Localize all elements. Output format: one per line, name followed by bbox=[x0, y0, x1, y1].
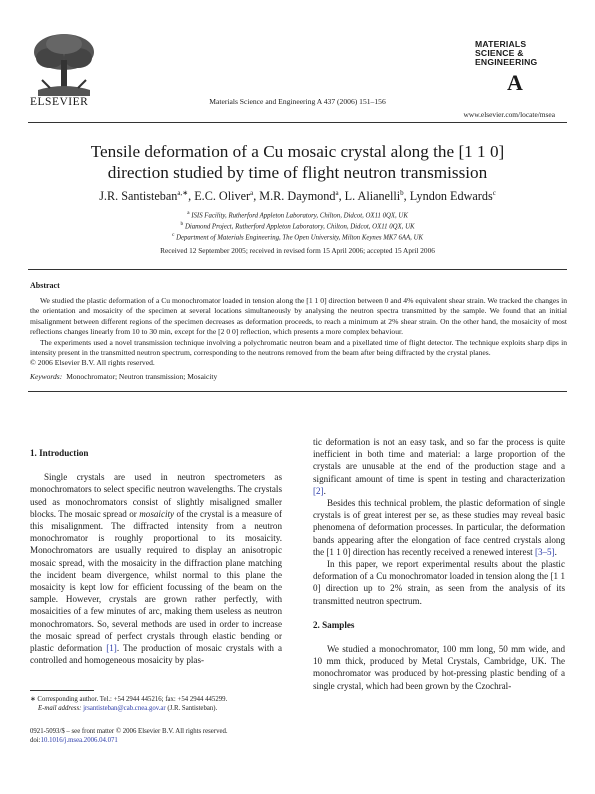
body-paragraph bbox=[313, 436, 565, 497]
text-run: of the crystal is a measure of this misalignment. The diffracted intensity from a neutron monochromator is roughly proportional to its mosaicity. Monochromators are usually required to display an anisotropic mosaic spread, with the mosaicity in the diffraction plane matching the incident beam divergence, whilst normal to this plane the mosaicity is kept low for efficient focussing of the beam on the sample. However, crystals are grown rather perfectly, with mosaicities of a few minutes of arc, making them useless as neutron monochromators. So, several methods are used in order to increase the mosaic spread of perfect crystals through elastic bending or plastic deformation bbox=[30, 508, 282, 654]
journal-url[interactable]: www.elsevier.com/locate/msea bbox=[463, 110, 555, 119]
copyright: © 2006 Elsevier B.V. All rights reserved. bbox=[30, 358, 155, 368]
front-matter-line: 0921-5093/$ – see front matter © 2006 Elsevier B.V. All rights reserved. bbox=[30, 728, 228, 735]
author-name: J.R. Santisteban bbox=[99, 189, 178, 204]
email-suffix: (J.R. Santisteban). bbox=[167, 705, 218, 712]
email-label: E-mail address: bbox=[38, 705, 82, 712]
text-run: . The production of mosaic crystals with a controlled and homogeneous mosaicity by plas- bbox=[30, 643, 282, 666]
title-line: direction studied by time of flight neutron transmission bbox=[107, 163, 488, 182]
author-sup: c bbox=[492, 189, 496, 197]
text-run: . bbox=[323, 485, 326, 496]
affiliation-sup: a bbox=[187, 210, 190, 216]
keywords bbox=[30, 372, 217, 381]
abstract-body bbox=[30, 296, 567, 369]
text-run: Single crystals are used in neutron spectrometers as monochromators to select specific neutron wavelengths. The crystals used as monochromators consist of slightly misaligned smaller blocks. The mosaic spread or bbox=[30, 472, 282, 519]
author-sup: a,∗ bbox=[177, 189, 189, 197]
citation-link[interactable]: [1] bbox=[106, 643, 117, 654]
footnote-text: Corresponding author. Tel.: +54 2944 445216; fax: +54 2944 445299. bbox=[37, 696, 228, 703]
keywords-text: Monochromator; Neutron transmission; Mosaicity bbox=[66, 372, 218, 381]
text-run: . bbox=[554, 546, 557, 557]
abstract-paragraph: The experiments used a novel transmission technique involving a polychromatic neutron beam and a pixellated time of flight detector. The technique exploits sharp dips in intensity present in the transmitted neutron spectrum, corresponding to the neutrons removed from the beam after being diffracted by the crystal planes. bbox=[30, 337, 567, 358]
citation-link[interactable]: [3–5] bbox=[534, 546, 555, 557]
affiliation-text: Department of Materials Engineering, The Open University, Milton Keynes MK7 6AA, UK bbox=[176, 234, 424, 242]
affiliation-text: Diamond Project, Rutherford Appleton Laboratory, Chilton, Didcot, OX11 0QX, UK bbox=[184, 223, 415, 231]
author-name: E.C. Oliver bbox=[194, 189, 251, 204]
article-title bbox=[40, 141, 555, 183]
body-paragraph bbox=[30, 471, 282, 666]
keywords-label: Keywords: bbox=[30, 372, 63, 381]
affiliation bbox=[40, 232, 555, 241]
body-paragraph: In this paper, we report experimental results about the plastic deformation of a Cu monochromator loaded in tension along the [1 1 0] direction up to 2% strain, as seen from the analysis of its transmitted neutron spectrum. bbox=[313, 559, 565, 606]
received-dates: Received 12 September 2005; received in revised form 15 April 2006; accepted 15 April 2006 bbox=[160, 246, 435, 255]
text-run: tic deformation is not an easy task, and so far the process is quite inefficient in both time and material: a large proportion of the crystals are unusable at the end of the production stage and a significant amount of time is spent in testing and characterization bbox=[313, 437, 565, 484]
body-paragraph bbox=[313, 497, 565, 558]
abstract-heading: Abstract bbox=[30, 281, 60, 290]
right-column bbox=[313, 436, 565, 692]
affiliation bbox=[40, 221, 555, 230]
journal-logo-letter: A bbox=[507, 70, 523, 95]
author-sup: b bbox=[400, 189, 404, 197]
footnote bbox=[30, 690, 292, 713]
affiliation-text: ISIS Facility, Rutherford Appleton Laboratory, Chilton, Didcot, OX11 0QX, UK bbox=[191, 212, 408, 220]
page-footer bbox=[30, 727, 228, 745]
publisher-name: ELSEVIER bbox=[30, 96, 89, 108]
header-rule bbox=[28, 122, 567, 123]
email-link[interactable]: jrsantisteban@cab.cnea.gov.ar bbox=[83, 705, 166, 712]
abstract-bottom-rule bbox=[28, 391, 567, 392]
author-list: J.R. Santisteban$^{a,∗}$, E.C. Oliver$^a$, M.R. Daymond$^a$, L. Alianelli$^b$, Lyndon Edwards$^c$ bbox=[99, 189, 496, 204]
section-heading: 2. Samples bbox=[313, 619, 355, 630]
abstract-top-rule bbox=[28, 269, 567, 270]
left-column bbox=[30, 447, 282, 666]
author-sup: a bbox=[335, 189, 339, 197]
affiliation-sup: b bbox=[180, 221, 184, 227]
journal-logo-line: ENGINEERING bbox=[475, 57, 538, 67]
journal-citation: Materials Science and Engineering A 437 (2006) 151–156 bbox=[209, 97, 386, 106]
author-sup: a bbox=[250, 189, 254, 197]
doi-link[interactable]: 10.1016/j.msea.2006.04.071 bbox=[40, 737, 118, 744]
title-line: Tensile deformation of a Cu mosaic crystal along the [1 1 0] bbox=[90, 142, 505, 161]
section-heading: 1. Introduction bbox=[30, 448, 89, 458]
footnote-rule bbox=[30, 690, 94, 691]
text-run: Besides this technical problem, the plastic deformation of single crystals is of great interest per se, as these studies may reveal basic phenomena of deformation processes. In particular, the deformation bands appearing after the elongation of face centred crystals along the [1 1 0] direction has recently received a renewed interest bbox=[313, 498, 565, 557]
author-name: M.R. Daymond bbox=[259, 189, 336, 204]
affiliation bbox=[40, 210, 555, 219]
emphasis: mosaicity bbox=[139, 508, 175, 519]
body-paragraph: We studied a monochromator, 100 mm long, 50 mm wide, and 10 mm thick, produced by Metal Crystals, Cambridge, UK. The monochromator was produced by hot-pressing plastic bending of a single crystal, which had been grown by the Czochral- bbox=[313, 644, 565, 691]
affiliation-sup: c bbox=[171, 232, 175, 238]
citation-link[interactable]: [2] bbox=[313, 485, 324, 496]
journal-logo-line: SCIENCE & bbox=[475, 48, 524, 58]
author-name: Lyndon Edwards bbox=[409, 189, 493, 204]
elsevier-tree-logo bbox=[28, 30, 100, 106]
doi-label: doi: bbox=[30, 737, 41, 744]
journal-logo-line: MATERIALS bbox=[475, 39, 527, 49]
journal-logo bbox=[475, 40, 555, 67]
author-name: L. Alianelli bbox=[344, 189, 401, 204]
abstract-paragraph: We studied the plastic deformation of a Cu monochromator loaded in tension along the [1 1 0] direction between 0 and 4% equivalent shear strain. We tracked the changes in the orientation and mosaicity of the specimen at several locations simultaneously by analysing the neutron spectra transmitted by the sample. We found that an initial misalignment between different regions of the specimen decreases as deformation proceeds, to reach a minimum at 2% shear strain. On the other hand, the mosaicity of most reflections changes linearly from 10 to 30 min, except for the [2 0 0] reflection, which presents a more complex behaviour. bbox=[30, 296, 567, 337]
footnote-mark: ∗ bbox=[30, 696, 36, 703]
